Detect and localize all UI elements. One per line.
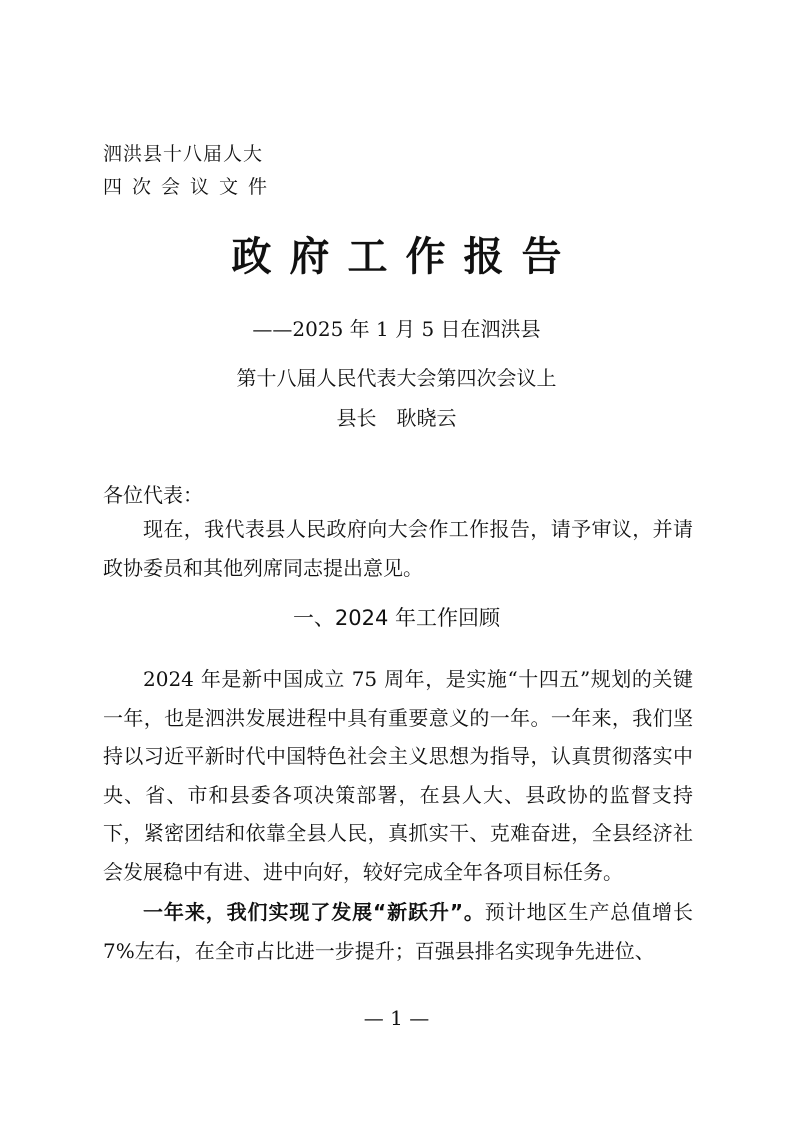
subtitle-speaker-line: 县长 耿晓云	[336, 406, 457, 430]
page-number: — 1 —	[363, 1006, 430, 1030]
document-issuer-line-1: 泗洪县十八届人大	[103, 143, 264, 165]
growth-paragraph-rest: 预计地区生产总值增长 7%左右，在全市占比进一步提升；百强县排名实现争先进位、	[103, 900, 694, 963]
subtitle-meeting-line: 第十八届人民代表大会第四次会议上	[236, 366, 557, 390]
section-heading: 一、2024 年工作回顾	[292, 606, 501, 630]
salutation: 各位代表：	[103, 483, 203, 507]
subtitle-date-line: ——2025 年 1 月 5 日在泗洪县	[252, 317, 541, 341]
growth-paragraph	[103, 893, 693, 970]
growth-paragraph-lead: 一年来，我们实现了发展“新跃升”。	[143, 900, 485, 924]
review-paragraph: 2024 年是新中国成立 75 周年，是实施“十四五”规划的关键一年，也是泗洪发展进程中具有重要意义的一年。一年来，我们坚持以习近平新时代中国特色社会主义思想为指导，认真贯彻落实中央、省、市和县委各项决策部署，在县人大、县政协的监督支持下，紧密团结和依靠全县人民，真抓实干、克难奋进，全县经济社会发展稳中有进、进中向好，较好完成全年各项目标任务。	[103, 667, 693, 884]
intro-paragraph: 现在，我代表县人民政府向大会作工作报告，请予审议，并请政协委员和其他列席同志提出意见。	[103, 517, 693, 580]
document-issuer-line-2: 四次会议文件	[103, 176, 278, 198]
document-title: 政府工作报告	[231, 233, 580, 280]
